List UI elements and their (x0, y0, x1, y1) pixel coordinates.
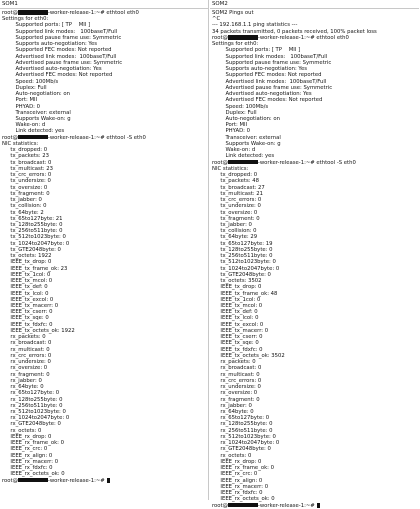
output-line: IEEE_tx_excol: 0 (212, 321, 264, 328)
output-line: Supported FEC modes: Not reported (212, 72, 322, 79)
output-line: tx_65to127byte: 21 (2, 215, 63, 222)
output-line: IEEE_tx_mcol: 0 (2, 278, 53, 285)
output-line: tx_packets: 23 (2, 153, 49, 160)
output-line: IEEE_rx_fdxfc: 0 (212, 490, 263, 497)
output-line: rx_jabber: 0 (212, 402, 252, 409)
output-line: IEEE_rx_crc: 0 (212, 471, 258, 478)
redacted-hostname (228, 503, 258, 508)
output-line: IEEE_tx_lcol: 0 (212, 315, 259, 322)
output-line: IEEE_tx_def: 0 (212, 309, 258, 316)
output-line: Advertised FEC modes: Not reported (2, 72, 113, 79)
output-line: Supported ports: [ TP MII ] (212, 47, 301, 54)
output-line: rx_packets: 0 (2, 334, 46, 341)
output-line: IEEE_tx_drop: 0 (212, 284, 262, 291)
output-line: Supports auto-negotiation: Yes (2, 41, 97, 48)
output-line: tx_octets: 3502 (212, 278, 262, 285)
output-line: tx_broadcast: 27 (212, 184, 265, 191)
output-line: tx_128to255byte: 0 (212, 246, 273, 253)
output-line: tx_oversize: 0 (212, 209, 258, 216)
output-line: Link detected: yes (2, 128, 65, 135)
output-line: tx_dropped: 0 (212, 172, 258, 179)
redacted-hostname (18, 10, 48, 15)
output-line: rx_1024to2047byte: 0 (212, 440, 280, 447)
output-line: rx_GTE2048byte: 0 (212, 446, 271, 453)
output-line: rx_jabber: 0 (2, 377, 42, 384)
output-line: tx_multicast: 23 (2, 165, 54, 172)
output-line: Advertised pause frame use: Symmetric (2, 59, 123, 66)
prompt-user: root@ (2, 10, 18, 17)
output-line: tx_jabber: 0 (212, 221, 252, 228)
output-line: IEEE_rx_octets_ok: 0 (2, 471, 65, 478)
output-line: rx_multicast: 0 (212, 371, 260, 378)
output-line: tx_multicast: 21 (212, 190, 264, 197)
output-line: Link detected: yes (212, 153, 275, 160)
output-line: rx_256to511byte: 0 (2, 402, 63, 409)
prompt-user: root@ (2, 477, 18, 484)
output-line: Wake-on: d (2, 122, 46, 129)
output-line: NIC statistics: (212, 165, 249, 172)
output-line: tx_fragment: 0 (212, 215, 260, 222)
output-line: rx_65to127byte: 0 (212, 415, 270, 422)
output-line: Advertised pause frame use: Symmetric (212, 84, 333, 91)
output-line: tx_GTE2048byte: 0 (2, 246, 61, 253)
output-line: ^C (212, 16, 221, 23)
output-line: Speed: 100Mb/s (2, 78, 59, 85)
output-line: IEEE_tx_drop: 0 (2, 259, 52, 266)
output-line: rx_GTE2048byte: 0 (2, 421, 61, 428)
output-line: tx_128to255byte: 0 (2, 221, 63, 228)
redacted-hostname (18, 135, 48, 140)
output-line: IEEE_rx_macerr: 0 (2, 458, 59, 465)
output-line: tx_jabber: 0 (2, 197, 42, 204)
output-line: rx_65to127byte: 0 (2, 390, 60, 397)
output-line: Duplex: Full (2, 84, 47, 91)
output-line: Advertised auto-negotiation: Yes (2, 66, 102, 73)
output-line: tx_64byte: 29 (212, 234, 258, 241)
output-line: Advertised auto-negotiation: Yes (212, 91, 312, 98)
prompt-user: root@ (212, 502, 228, 509)
output-line: rx_64byte: 0 (212, 409, 254, 415)
output-line: Advertised FEC modes: Not reported (212, 97, 323, 104)
output-line: rx_fragment: 0 (2, 371, 50, 378)
output-line: PHYAD: 0 (212, 128, 251, 135)
pane-title-som2: SOM2 (210, 0, 419, 9)
output-line: IEEE_rx_drop: 0 (2, 433, 52, 440)
output-line: Supported link modes: 100baseT/Full (2, 28, 118, 35)
output-line: IEEE_tx_octets_ok: 1922 (2, 327, 75, 334)
prompt-user: root@ (2, 134, 18, 141)
output-line: IEEE_tx_frame_ok: 48 (212, 290, 278, 297)
output-line: IEEE_tx_cserr: 0 (2, 309, 53, 316)
terminal-output-som1[interactable] (0, 9, 208, 484)
output-line: IEEE_rx_align: 0 (212, 477, 263, 484)
terminal-output-som2[interactable] (210, 9, 419, 509)
output-line: Advertised link modes: 100baseT/Full (212, 78, 327, 85)
prompt-command: -worker-release-1:~# (47, 477, 107, 484)
output-line: IEEE_rx_drop: 0 (212, 458, 262, 465)
output-line: rx_512to1023byte: 0 (2, 409, 66, 415)
output-line: NIC statistics: (2, 140, 39, 147)
output-line: Advertised link modes: 100baseT/Full (2, 53, 117, 60)
output-line: Auto-negotiation: on (2, 91, 71, 98)
output-line: Transceiver: external (2, 109, 71, 116)
output-line: rx_multicast: 0 (2, 346, 50, 353)
output-line: --- 192.168.1.1 ping statistics --- (212, 22, 298, 29)
terminal-pane-som2[interactable] (210, 0, 419, 509)
output-line: IEEE_tx_mcol: 0 (212, 303, 263, 310)
redacted-hostname (18, 478, 48, 483)
output-line: tx_512to1023byte: 0 (212, 259, 276, 266)
output-line: Supports Wake-on: g (212, 140, 281, 147)
output-line: Supported pause frame use: Symmetric (212, 59, 332, 66)
terminal-cursor (317, 503, 320, 508)
output-line: rx_crc_errors: 0 (2, 352, 52, 359)
output-line: tx_crc_errors: 0 (212, 197, 262, 204)
output-line: Supported pause frame use: Symmetric (2, 34, 122, 41)
output-line: Supported link modes: 100baseT/Full (212, 53, 328, 60)
output-line: rx_128to255byte: 0 (212, 421, 273, 428)
prompt-command: -worker-release-1:~# ethtool eth0 (47, 10, 139, 17)
prompt-user: root@ (212, 35, 228, 42)
output-line: tx_256to511byte: 0 (2, 228, 63, 235)
output-line: Transceiver: external (212, 134, 281, 141)
output-line: rx_512to1023byte: 0 (212, 433, 276, 440)
output-line: rx_broadcast: 0 (2, 340, 52, 347)
output-line: tx_undersize: 0 (2, 178, 51, 185)
output-line: tx_64byte: 2 (2, 209, 44, 216)
output-line: tx_packets: 48 (212, 178, 259, 185)
prompt-command: -worker-release-1:~# ethtool -S eth0 (47, 134, 146, 141)
output-line: rx_undersize: 0 (212, 384, 261, 391)
output-line: rx_1024to2047byte: 0 (2, 415, 70, 422)
output-line: 34 packets transmitted, 0 packets received, 100% packet loss (212, 28, 377, 35)
prompt-command: -worker-release-1:~# ethtool eth0 (257, 35, 349, 42)
output-line: IEEE_rx_fdxfc: 0 (2, 465, 53, 472)
output-line: IEEE_rx_macerr: 0 (212, 483, 269, 490)
output-line: tx_collision: 0 (2, 203, 47, 210)
output-line: IEEE_tx_def: 0 (2, 284, 48, 291)
output-line: Port: MII (212, 122, 248, 129)
output-line: rx_oversize: 0 (2, 365, 48, 372)
output-line: IEEE_tx_sqe: 0 (212, 340, 259, 347)
prompt-command: -worker-release-1:~# (257, 502, 317, 509)
output-line: tx_65to127byte: 19 (212, 240, 273, 247)
output-line: tx_1024to2047byte: 0 (2, 240, 70, 247)
redacted-hostname (228, 35, 258, 40)
output-line: tx_1024to2047byte: 0 (212, 265, 280, 272)
output-line: PHYAD: 0 (2, 103, 41, 110)
output-line: IEEE_tx_macerr: 0 (212, 327, 269, 334)
output-line: IEEE_tx_cserr: 0 (212, 334, 263, 341)
output-line: Wake-on: d (212, 147, 256, 154)
output-line: SOM2 Pings out (212, 10, 254, 16)
output-line: IEEE_tx_octets_ok: 3502 (212, 352, 285, 359)
output-line: tx_broadcast: 0 (2, 159, 52, 166)
output-line: rx_undersize: 0 (2, 359, 51, 366)
output-line: rx_crc_errors: 0 (212, 377, 262, 384)
output-line: Supported ports: [ TP MII ] (2, 22, 91, 29)
output-line: tx_fragment: 0 (2, 190, 50, 197)
terminal-cursor (107, 478, 110, 483)
output-line: Auto-negotiation: on (212, 115, 281, 122)
output-line: Speed: 100Mb/s (212, 103, 269, 110)
prompt-line (2, 478, 208, 484)
output-line: rx_oversize: 0 (212, 390, 258, 397)
output-line: IEEE_tx_excol: 0 (2, 296, 54, 303)
output-line: IEEE_tx_frame_ok: 23 (2, 265, 68, 272)
output-line: IEEE_tx_fdxfc: 0 (2, 321, 53, 328)
output-line: IEEE_tx_sqe: 0 (2, 315, 49, 322)
output-line: IEEE_tx_fdxfc: 0 (212, 346, 263, 353)
output-line: rx_octets: 0 (2, 427, 42, 434)
output-line: Supported FEC modes: Not reported (2, 47, 112, 54)
output-line: Duplex: Full (212, 109, 257, 116)
output-line: rx_64byte: 0 (2, 384, 44, 391)
output-line: rx_fragment: 0 (212, 396, 260, 403)
output-line: Supports auto-negotiation: Yes (212, 66, 307, 73)
prompt-user: root@ (212, 159, 228, 166)
output-line: tx_collision: 0 (212, 228, 257, 235)
output-line: IEEE_tx_1col: 0 (2, 271, 51, 278)
output-line: rx_128to255byte: 0 (2, 396, 63, 403)
output-line: rx_broadcast: 0 (212, 365, 262, 372)
output-line: tx_octets: 1922 (2, 253, 52, 260)
output-line: Supports Wake-on: g (2, 115, 71, 122)
pane-title-som1: SOM1 (0, 0, 208, 9)
output-line: tx_oversize: 0 (2, 184, 48, 191)
output-line: tx_GTE2048byte: 0 (212, 271, 271, 278)
output-line: tx_dropped: 0 (2, 147, 48, 154)
output-line: tx_256to511byte: 0 (212, 253, 273, 260)
output-line: tx_crc_errors: 0 (2, 172, 52, 179)
output-line: rx_octets: 0 (212, 452, 252, 459)
output-line: Port: MII (2, 97, 38, 104)
output-line: Settings for eth0: (2, 16, 49, 23)
prompt-command: -worker-release-1:~# ethtool -S eth0 (257, 159, 356, 166)
output-line: Settings for eth0: (212, 41, 259, 48)
output-line: IEEE_rx_octets_ok: 0 (212, 496, 275, 503)
output-line: IEEE_rx_crc: 0 (2, 446, 48, 453)
output-line: rx_packets: 0 (212, 359, 256, 366)
redacted-hostname (228, 160, 258, 165)
output-line: IEEE_tx_macerr: 0 (2, 303, 59, 310)
prompt-line (212, 503, 419, 509)
output-line: rx_256to511byte: 0 (212, 427, 273, 434)
output-line: IEEE_rx_frame_ok: 0 (212, 465, 274, 472)
output-line: IEEE_tx_1col: 0 (212, 296, 261, 303)
output-line: IEEE_tx_lcol: 0 (2, 290, 49, 297)
output-line: tx_undersize: 0 (212, 203, 261, 210)
output-line: IEEE_rx_align: 0 (2, 452, 53, 459)
terminal-pane-som1[interactable] (0, 0, 209, 500)
output-line: tx_512to1023byte: 0 (2, 234, 66, 241)
output-line: IEEE_rx_frame_ok: 0 (2, 440, 64, 447)
